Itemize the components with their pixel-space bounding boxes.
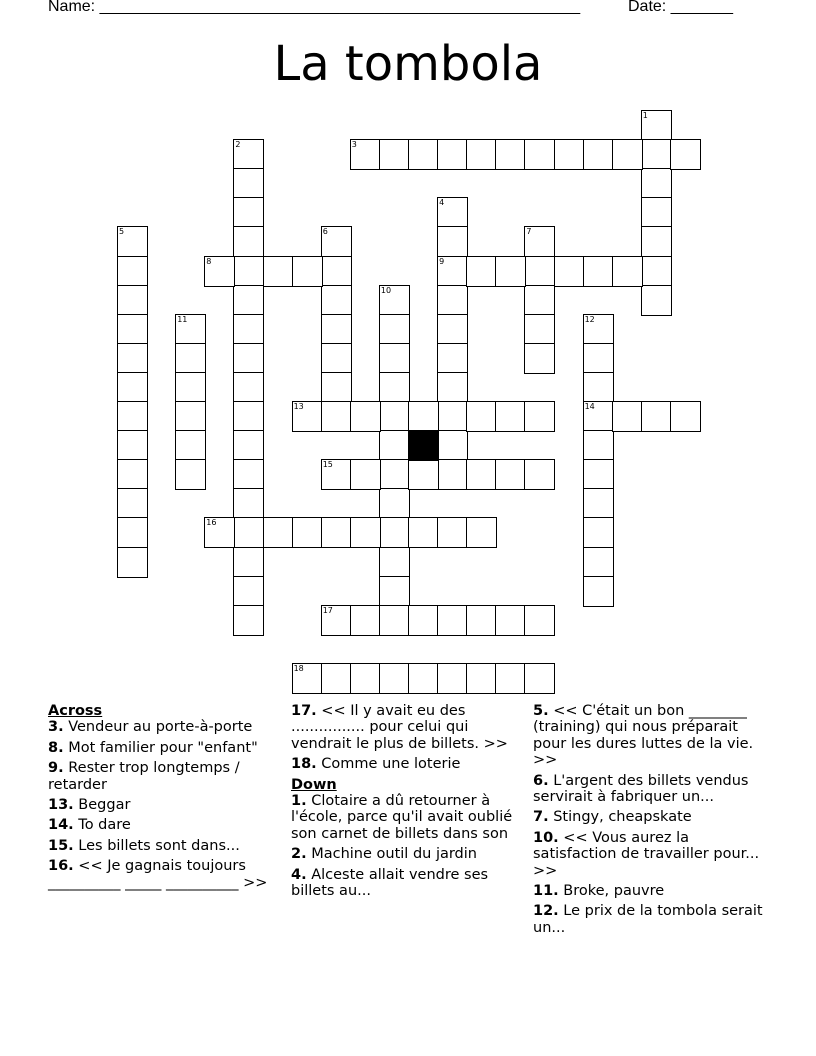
grid-cell[interactable] [495, 139, 526, 170]
clue-text: << Il y avait eu des ................ pour celui qui vendrait le plus de billets. >> [291, 703, 508, 752]
clue-number-label: 4. [291, 866, 307, 883]
grid-cell[interactable] [583, 430, 614, 461]
grid-cell[interactable] [379, 459, 410, 490]
clue-item [48, 817, 280, 833]
grid-cell[interactable] [321, 314, 352, 345]
clue-number-label: 13. [48, 797, 74, 814]
grid-cell[interactable] [379, 343, 410, 374]
grid-cell[interactable] [466, 605, 497, 636]
clues-column-1 [48, 703, 280, 895]
grid-cell[interactable] [292, 401, 323, 432]
grid-cell[interactable] [233, 372, 264, 403]
clue-text: Vendeur au porte-à-porte [63, 719, 253, 736]
grid-cell[interactable] [350, 459, 381, 490]
clue-number: 3 [351, 140, 357, 150]
grid-cell[interactable] [495, 459, 526, 490]
grid-cell[interactable] [350, 663, 381, 694]
clue-text: Beggar [73, 797, 131, 814]
grid-cell[interactable] [175, 372, 206, 403]
grid-cell[interactable] [117, 314, 148, 345]
grid-cell[interactable] [379, 401, 410, 432]
grid-cell[interactable] [263, 256, 294, 287]
grid-cell[interactable] [175, 314, 206, 345]
clue-item [533, 903, 773, 936]
grid-cell[interactable] [437, 285, 468, 316]
grid-cell[interactable] [204, 256, 235, 287]
grid-cell[interactable] [321, 663, 352, 694]
clue-item [533, 809, 773, 825]
grid-cell[interactable] [466, 256, 497, 287]
grid-cell[interactable] [379, 547, 410, 578]
name-field-label: Name: ______________________________________________________ [48, 0, 581, 15]
grid-cell[interactable] [495, 605, 526, 636]
grid-cell[interactable] [175, 430, 206, 461]
grid-cell[interactable] [350, 139, 381, 170]
grid-cell[interactable] [641, 256, 672, 287]
grid-cell[interactable] [408, 605, 439, 636]
grid-cell[interactable] [641, 285, 672, 316]
clue-number: 14 [584, 402, 595, 411]
grid-cell[interactable] [408, 139, 439, 170]
clue-number: 2 [235, 140, 241, 150]
grid-cell[interactable] [583, 372, 614, 403]
clue-text: Comme une loterie [316, 756, 461, 773]
grid-cell[interactable] [379, 576, 410, 607]
clue-item [48, 719, 280, 735]
clue-number: 4 [439, 198, 445, 208]
grid-cell[interactable] [321, 517, 352, 548]
grid-cell[interactable] [554, 139, 585, 170]
grid-cell[interactable] [233, 226, 264, 257]
clue-text: Machine outil du jardin [306, 846, 477, 863]
clue-number: 18 [293, 663, 304, 673]
grid-cell[interactable] [233, 488, 264, 519]
grid-cell[interactable] [117, 430, 148, 461]
grid-cell[interactable] [233, 547, 264, 578]
grid-cell[interactable] [117, 547, 148, 578]
grid-cell[interactable] [408, 459, 439, 490]
page-title: La tombola [273, 36, 543, 92]
grid-cell[interactable] [292, 517, 323, 548]
grid-cell[interactable] [641, 168, 672, 199]
grid-cell[interactable] [408, 663, 439, 694]
grid-cell[interactable] [524, 139, 555, 170]
grid-cell[interactable] [641, 401, 672, 432]
clue-number-label: 14. [48, 817, 74, 834]
grid-cell[interactable] [437, 314, 468, 345]
grid-cell[interactable] [379, 285, 410, 316]
grid-cell[interactable] [524, 343, 555, 374]
clue-item [291, 756, 523, 772]
clues-column-3 [533, 703, 773, 940]
clue-number-label: 1. [291, 793, 307, 810]
clue-item [48, 838, 280, 854]
grid-cell[interactable] [379, 663, 410, 694]
grid-cell[interactable] [350, 605, 381, 636]
grid-cell[interactable] [437, 517, 468, 548]
grid-cell[interactable] [175, 343, 206, 374]
grid-cell[interactable] [233, 343, 264, 374]
grid-cell[interactable] [350, 401, 381, 432]
grid-cell[interactable] [117, 459, 148, 490]
grid-cell[interactable] [612, 401, 643, 432]
grid-cell[interactable] [466, 663, 497, 694]
clue-number: 8 [206, 256, 212, 266]
grid-cell[interactable] [233, 576, 264, 607]
grid-cell[interactable] [437, 256, 468, 287]
black-cell [408, 430, 439, 461]
grid-cell[interactable] [524, 459, 555, 490]
grid-cell[interactable] [292, 663, 323, 694]
grid-cell[interactable] [583, 139, 614, 170]
clue-text: Les billets sont dans... [73, 837, 240, 854]
grid-cell[interactable] [524, 314, 555, 345]
grid-cell[interactable] [437, 197, 468, 228]
clue-text: To dare [73, 817, 131, 834]
clue-number-label: 16. [48, 858, 74, 875]
clue-item [291, 867, 523, 900]
grid-cell[interactable] [408, 401, 439, 432]
grid-cell[interactable] [641, 110, 672, 141]
clue-number: 1 [642, 111, 648, 120]
grid-cell[interactable] [379, 488, 410, 519]
clue-number-label: 15. [48, 837, 74, 854]
grid-cell[interactable] [437, 430, 468, 461]
grid-cell[interactable] [583, 256, 614, 287]
grid-cell[interactable] [175, 401, 206, 432]
clue-item [533, 830, 773, 879]
grid-cell[interactable] [670, 139, 701, 170]
clue-number: 5 [119, 227, 125, 237]
clue-number: 6 [322, 227, 328, 237]
clue-item [291, 793, 523, 842]
grid-cell[interactable] [612, 256, 643, 287]
grid-cell[interactable] [554, 256, 585, 287]
clue-number-label: 7. [533, 809, 549, 826]
grid-cell[interactable] [495, 663, 526, 694]
clue-item [48, 858, 280, 891]
grid-cell[interactable] [263, 517, 294, 548]
clue-number-label: 12. [533, 903, 559, 920]
clue-number: 11 [177, 314, 188, 324]
clue-text: Clotaire a dû retourner à l'école, parce qu'il avait oublié son carnet de billets dans son [291, 793, 513, 842]
clue-text: Mot familier pour "enfant" [63, 739, 258, 756]
clue-number: 13 [293, 402, 304, 411]
date-field-label: Date: _______ [628, 0, 733, 15]
clue-number: 7 [526, 227, 532, 237]
clue-number-label: 6. [533, 772, 549, 789]
clue-item [48, 797, 280, 813]
grid-cell[interactable] [292, 256, 323, 287]
grid-cell[interactable] [117, 343, 148, 374]
grid-cell[interactable] [321, 256, 352, 287]
clue-number-label: 8. [48, 739, 64, 756]
grid-cell[interactable] [524, 605, 555, 636]
clue-number: 9 [439, 256, 445, 266]
grid-cell[interactable] [466, 459, 497, 490]
grid-cell[interactable] [321, 401, 352, 432]
grid-cell[interactable] [583, 343, 614, 374]
down-heading: Down [291, 776, 337, 793]
grid-cell[interactable] [379, 517, 410, 548]
grid-cell[interactable] [437, 139, 468, 170]
grid-cell[interactable] [233, 285, 264, 316]
grid-cell[interactable] [117, 488, 148, 519]
grid-cell[interactable] [233, 314, 264, 345]
grid-cell[interactable] [437, 401, 468, 432]
clue-item [533, 883, 773, 899]
grid-cell[interactable] [233, 197, 264, 228]
grid-cell[interactable] [524, 401, 555, 432]
grid-cell[interactable] [437, 663, 468, 694]
across-heading: Across [48, 703, 103, 719]
grid-cell[interactable] [379, 372, 410, 403]
grid-cell[interactable] [117, 401, 148, 432]
clue-number-label: 5. [533, 703, 549, 719]
grid-cell[interactable] [233, 430, 264, 461]
grid-cell[interactable] [321, 226, 352, 257]
clue-text: << C'était un bon ________ (training) qui nous préparait pour les dures luttes de la vie. >> [533, 703, 754, 769]
grid-cell[interactable] [204, 517, 235, 548]
clue-text: L'argent des billets vendus servirait à fabriquer un... [533, 772, 749, 806]
grid-cell[interactable] [495, 401, 526, 432]
grid-cell[interactable] [233, 256, 264, 287]
grid-cell[interactable] [233, 605, 264, 636]
grid-cell[interactable] [321, 343, 352, 374]
grid-cell[interactable] [524, 663, 555, 694]
clue-number: 12 [584, 314, 595, 324]
grid-cell[interactable] [233, 168, 264, 199]
grid-cell[interactable] [437, 605, 468, 636]
grid-cell[interactable] [583, 517, 614, 548]
grid-cell[interactable] [379, 139, 410, 170]
clue-text: << Vous aurez la satisfaction de travailler pour... >> [533, 829, 760, 879]
grid-cell[interactable] [117, 285, 148, 316]
grid-cell[interactable] [379, 430, 410, 461]
grid-cell[interactable] [379, 314, 410, 345]
clue-number: 10 [380, 285, 392, 295]
clue-item [48, 740, 280, 756]
grid-cell[interactable] [350, 517, 381, 548]
clues-column-2 [291, 703, 523, 903]
clue-item [533, 703, 773, 769]
grid-cell[interactable] [583, 314, 614, 345]
clue-text: Alceste allait vendre ses billets au... [291, 866, 489, 900]
clue-number-label: 18. [291, 756, 317, 773]
grid-cell[interactable] [524, 256, 555, 287]
grid-cell[interactable] [321, 285, 352, 316]
grid-cell[interactable] [117, 256, 148, 287]
clue-item [533, 773, 773, 806]
grid-cell[interactable] [437, 459, 468, 490]
grid-cell[interactable] [583, 459, 614, 490]
clue-number: 16 [206, 518, 217, 528]
grid-cell[interactable] [117, 517, 148, 548]
clue-number-label: 10. [533, 829, 559, 846]
clue-number: 15 [322, 460, 333, 470]
clue-number-label: 17. [291, 703, 317, 719]
clue-number-label: 2. [291, 846, 307, 863]
clue-text: Rester trop longtemps / retarder [48, 760, 240, 793]
clue-text: Stingy, cheapskate [548, 809, 692, 826]
grid-cell[interactable] [321, 459, 352, 490]
clue-number-label: 11. [533, 883, 559, 900]
grid-cell[interactable] [233, 139, 264, 170]
grid-cell[interactable] [233, 517, 264, 548]
grid-cell[interactable] [466, 139, 497, 170]
grid-cell[interactable] [641, 197, 672, 228]
grid-cell[interactable] [233, 459, 264, 490]
clue-item [291, 703, 523, 752]
grid-cell[interactable] [437, 226, 468, 257]
clue-number-label: 9. [48, 760, 64, 777]
grid-cell[interactable] [583, 488, 614, 519]
grid-cell[interactable] [117, 226, 148, 257]
grid-cell[interactable] [408, 517, 439, 548]
grid-cell[interactable] [466, 517, 497, 548]
clue-item [291, 846, 523, 862]
grid-cell[interactable] [175, 459, 206, 490]
grid-cell[interactable] [641, 226, 672, 257]
grid-cell[interactable] [321, 372, 352, 403]
clue-text: Broke, pauvre [558, 883, 665, 900]
clue-number: 17 [322, 605, 333, 615]
grid-cell[interactable] [321, 605, 352, 636]
grid-cell[interactable] [583, 401, 614, 432]
grid-cell[interactable] [641, 139, 672, 170]
grid-cell[interactable] [117, 372, 148, 403]
clue-number-label: 3. [48, 719, 64, 736]
grid-cell[interactable] [524, 285, 555, 316]
grid-cell[interactable] [437, 372, 468, 403]
clue-text: Le prix de la tombola serait un... [533, 903, 763, 936]
grid-cell[interactable] [379, 605, 410, 636]
grid-cell[interactable] [670, 401, 701, 432]
grid-cell[interactable] [524, 226, 555, 257]
clue-text: << Je gagnais toujours __________ _____ __________ >> [48, 858, 268, 891]
grid-cell[interactable] [495, 256, 526, 287]
grid-cell[interactable] [233, 401, 264, 432]
grid-cell[interactable] [466, 401, 497, 432]
grid-cell[interactable] [583, 547, 614, 578]
grid-cell[interactable] [612, 139, 643, 170]
clue-item [48, 760, 280, 793]
grid-cell[interactable] [583, 576, 614, 607]
grid-cell[interactable] [437, 343, 468, 374]
